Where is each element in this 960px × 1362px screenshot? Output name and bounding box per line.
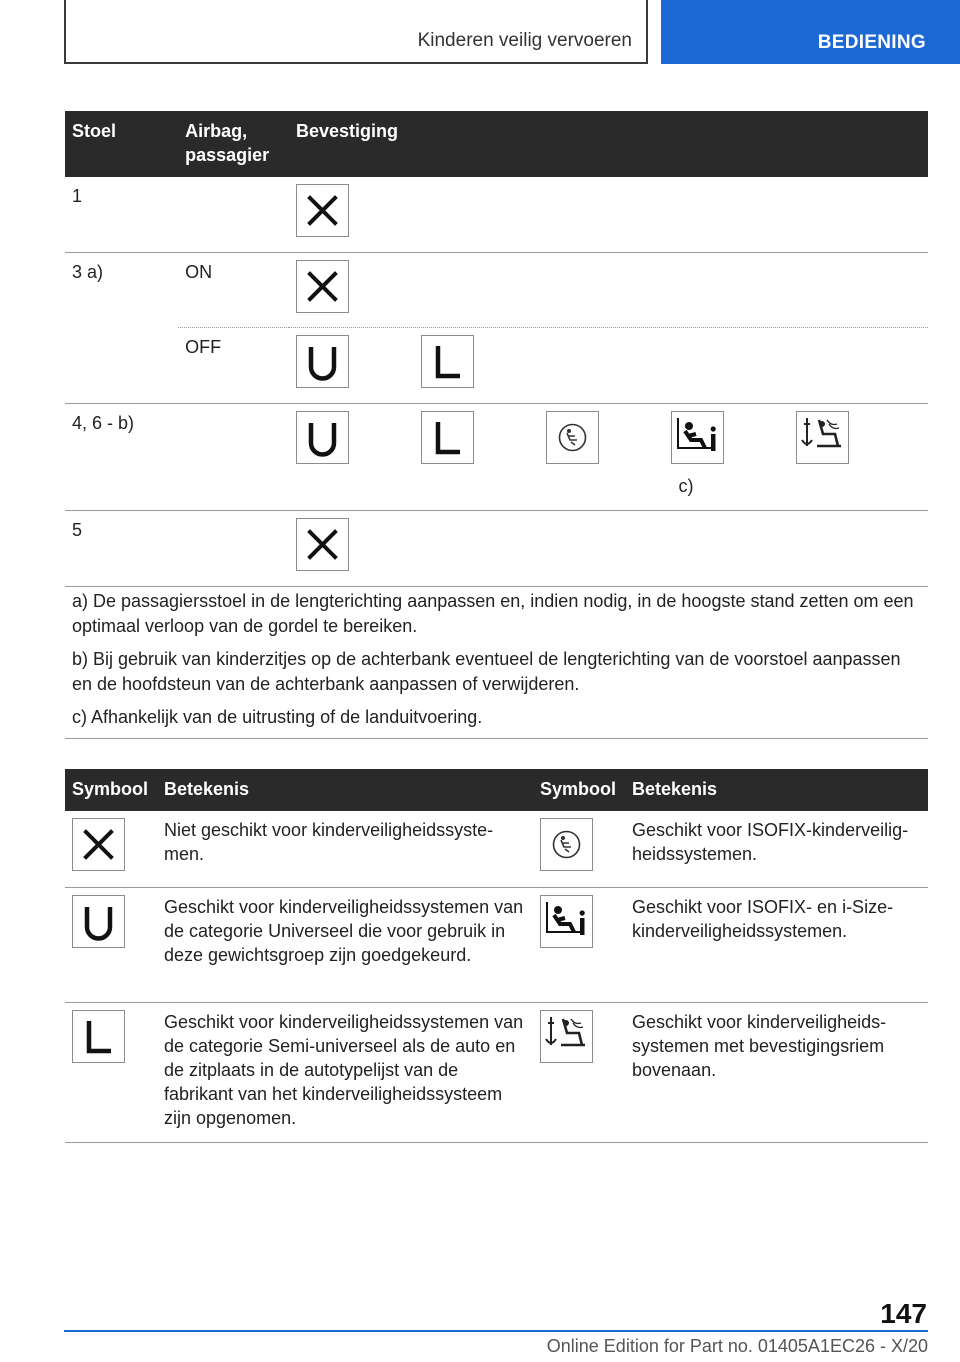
meaning-cell: Niet geschikt voor kinderveiligheidssystemen. xyxy=(157,811,533,887)
header-section-box xyxy=(64,0,648,64)
table-row xyxy=(65,252,928,327)
footnotes xyxy=(65,585,928,739)
col-header-airbag: Airbag, passagier xyxy=(178,111,289,177)
top-tether-icon xyxy=(796,411,849,464)
not-suitable-icon xyxy=(296,184,349,237)
isofix-isize-icon xyxy=(540,895,593,948)
airbag-cell xyxy=(178,510,289,586)
symbol-cell xyxy=(65,1002,157,1142)
mounting-cell xyxy=(289,403,928,510)
seat-cell: 5 xyxy=(65,510,178,586)
seat-table xyxy=(65,111,928,587)
isofix-isize-icon xyxy=(671,411,724,464)
footnote-c: c) Afhankelijk van de uitrusting of de landuitvoering. xyxy=(72,707,483,727)
mounting-cell xyxy=(289,510,928,586)
mounting-cell xyxy=(289,252,928,327)
table-row xyxy=(65,1002,928,1142)
seat-cell: 4, 6 - b) xyxy=(65,403,178,510)
legend-table xyxy=(65,769,928,1143)
not-suitable-icon xyxy=(72,818,125,871)
seat-cell: 1 xyxy=(65,177,178,252)
meaning-cell: Geschikt voor kinderveiligheidssystemen van de categorie Universeel die voor gebruik in deze gewichtsgroep zijn goedgekeurd. xyxy=(157,887,533,1002)
universal-icon xyxy=(72,895,125,948)
footnote-ref: c) xyxy=(678,475,694,496)
col-header-symbol-2: Symbool xyxy=(533,769,625,811)
seat-cell xyxy=(65,327,178,403)
chapter-title: BEDIENING xyxy=(817,32,926,53)
col-header-meaning-2: Betekenis xyxy=(625,769,928,811)
symbol-cell xyxy=(533,811,625,887)
universal-icon xyxy=(296,411,349,464)
semi-universal-icon xyxy=(421,411,474,464)
table-row xyxy=(65,327,928,403)
symbol-cell xyxy=(533,1002,625,1142)
seat-cell: 3 a) xyxy=(72,261,104,282)
mounting-cell xyxy=(289,177,928,252)
symbol-cell xyxy=(65,887,157,1002)
footnote-a: a) De passagiersstoel in de lengterichting aanpassen en, indien nodig, in de hoogste stand zetten om een optimaal verloop van de gordel te bereiken. xyxy=(72,591,914,636)
edition-info: Online Edition for Part no. 01405A1EC26 - X/20 xyxy=(546,1336,928,1356)
footnote-b: b) Bij gebruik van kinderzitjes op de achterbank eventueel de lengterichting van de voorstoel aanpassen en de hoofdsteun van de achterbank aanpassen of verwijderen. xyxy=(72,649,901,694)
airbag-cell: ON xyxy=(178,252,289,327)
col-header-symbol: Symbool xyxy=(65,769,157,811)
symbol-cell xyxy=(65,811,157,887)
header-chapter-box xyxy=(661,0,960,64)
meaning-cell: Geschikt voor kinderveiligheidssystemen van de categorie Semi-universeel als de auto en de zitplaats in de autotypelijst van de fabrikant van het kinderveiligheidssysteem zijn opgenomen. xyxy=(157,1002,533,1142)
col-header-mounting: Bevestiging xyxy=(289,111,928,177)
top-tether-icon xyxy=(540,1010,593,1063)
table-row xyxy=(65,510,928,586)
isofix-icon xyxy=(540,818,593,871)
semi-universal-icon xyxy=(421,335,474,388)
airbag-cell xyxy=(178,403,289,510)
meaning-cell: Geschikt voor ISOFIX- en i-Size-kinderveiligheidssystemen. xyxy=(625,887,928,1002)
airbag-cell: OFF xyxy=(178,327,289,403)
not-suitable-icon xyxy=(296,518,349,571)
universal-icon xyxy=(296,335,349,388)
section-title: Kinderen veilig vervoeren xyxy=(417,30,632,51)
table-row xyxy=(65,177,928,252)
meaning-cell: Geschikt voor kinderveiligheidssystemen met bevestigingsriem bovenaan. xyxy=(625,1002,928,1142)
footer-divider xyxy=(64,1330,928,1332)
symbol-cell xyxy=(533,887,625,1002)
isofix-icon xyxy=(546,411,599,464)
mounting-cell xyxy=(289,327,928,403)
col-header-meaning: Betekenis xyxy=(157,769,533,811)
not-suitable-icon xyxy=(296,260,349,313)
airbag-cell xyxy=(178,177,289,252)
table-row xyxy=(65,811,928,887)
col-header-seat: Stoel xyxy=(65,111,178,177)
meaning-cell: Geschikt voor ISOFIX-kinderveiligheidssystemen. xyxy=(625,811,928,887)
table-row xyxy=(65,887,928,1002)
page-number: 147 xyxy=(880,1298,927,1329)
semi-universal-icon xyxy=(72,1010,125,1063)
table-row xyxy=(65,403,928,510)
